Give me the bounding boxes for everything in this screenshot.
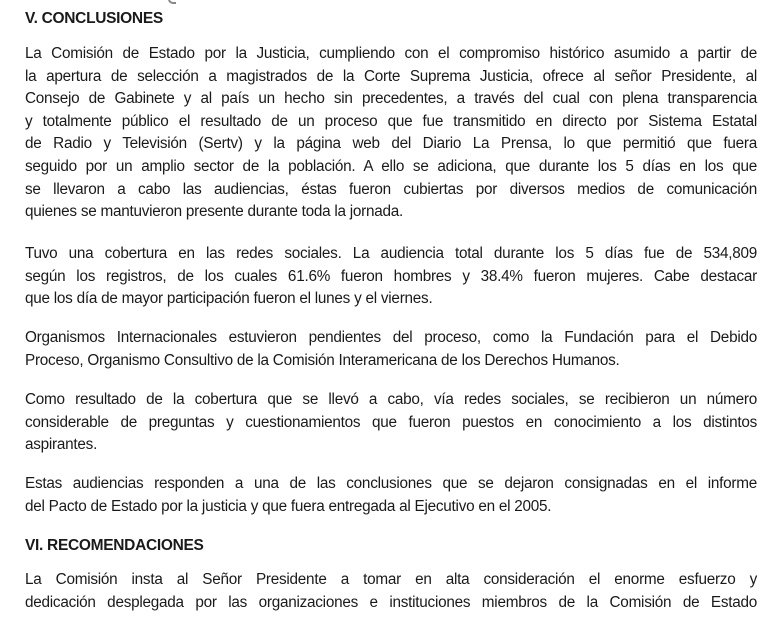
paragraph-conclusiones-2	[25, 243, 757, 311]
scan-artifact-mark	[168, 0, 176, 4]
text-line: que los día de mayor participación fueron el lunes y el viernes.	[25, 290, 433, 308]
text-line: Tuvo una cobertura en las redes sociales. La audiencia total durante los 5 días fue de 534,809	[25, 245, 757, 262]
text-line: La Comisión insta al Señor Presidente a tomar en alta consideración el enorme esfuerzo y	[25, 571, 757, 588]
text-line: Proceso, Organismo Consultivo de la Comisión Interamericana de los Derechos Humanos.	[25, 351, 620, 369]
text-line: la apertura de selección a magistrados de la Corte Suprema Justicia, ofrece al señor Presidente, al	[25, 67, 757, 85]
text-line: quienes se mantuvieron presente durante toda la jornada.	[25, 203, 404, 221]
paragraph-conclusiones-5	[25, 473, 757, 518]
text-line: Como resultado de la cobertura que se llevó a cabo, vía redes sociales, se recibieron un número	[25, 391, 757, 408]
text-line: se llevaron a cabo las audiencias, éstas fueron cubiertas por diversos medios de comunicación	[25, 180, 757, 198]
text-line: Organismos Internacionales estuvieron pendientes del proceso, como la Fundación para el Debido	[25, 329, 757, 346]
text-line: Consejo de Gabinete y al país un hecho sin precedentes, a través del cual con plena transparencia	[25, 90, 757, 108]
text-line: aspirantes.	[25, 436, 98, 454]
paragraph-conclusiones-1	[25, 43, 757, 224]
text-line: seguido por un amplio sector de la población. A ello se adiciona, que durante los 5 días en los que	[25, 157, 757, 175]
paragraph-conclusiones-3	[25, 327, 757, 372]
text-line: dedicación desplegada por las organizaciones e instituciones miembros de la Comisión de Estado	[25, 593, 757, 611]
section-heading-recomendaciones: VI. RECOMENDACIONES	[25, 537, 204, 554]
paragraph-recomendaciones-1	[25, 569, 757, 614]
text-line: del Pacto de Estado por la justicia y que fuera entregada al Ejecutivo en el 2005.	[25, 497, 552, 515]
section-heading-conclusiones: V. CONCLUSIONES	[25, 10, 163, 27]
text-line: Estas audiencias responden a una de las conclusiones que se dejaron consignadas en el informe	[25, 475, 757, 492]
text-line: considerable de preguntas y cuestionamientos que fueron puestos en conocimiento a los distintos	[25, 413, 757, 431]
text-line: La Comisión de Estado por la Justicia, cumpliendo con el compromiso histórico asumido a partir de	[25, 45, 757, 62]
paragraph-conclusiones-4	[25, 389, 757, 457]
text-line: según los registros, de los cuales 61.6% fueron hombres y 38.4% fueron mujeres. Cabe destacar	[25, 267, 757, 285]
text-line: y totalmente público el resultado de un proceso que fue transmitido en directo por Sistema Estatal	[25, 112, 757, 130]
text-line: de Radio y Televisión (Sertv) y la página web del Diario La Prensa, lo que permitió que fuera	[25, 135, 757, 153]
